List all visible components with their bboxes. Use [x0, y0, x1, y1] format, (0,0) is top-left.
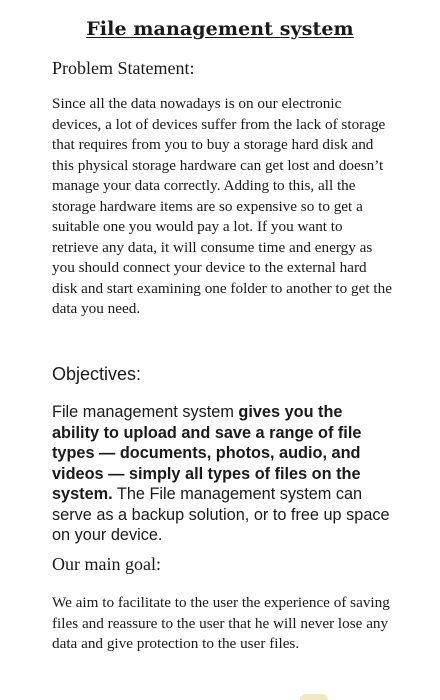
objectives-text-bold: gives you the ability to upload and save a range of file types — documents, photos, audio, and videos — simply all types of files on the system.	[52, 403, 362, 503]
main-goal-paragraph: We aim to facilitate to the user the experience of saving files and reassure to the user that he will never lose any data and give protection to the user files.	[52, 594, 390, 652]
page-smudge	[300, 694, 328, 700]
objectives-text-end: The File management system can serve as a backup solution, or to free up space on your device.	[52, 485, 390, 544]
objectives-heading: Objectives:	[52, 364, 142, 384]
main-goal-heading: Our main goal:	[52, 554, 161, 574]
problem-statement-paragraph: Since all the data nowadays is on our electronic devices, a lot of devices suffer from the lack of storage that requires from you to buy a storage hard disk and this physical storage hardware can get lost and doesn’t manage your data correctly. Adding to this, all the storage hardware items are so expensive so to get a suitable one you would pay a lot. If you want to retrieve any data, it will consume time and energy as you should connect your device to the external hard disk and start examining one folder to another to get the data you need.	[52, 95, 392, 317]
document-title: File management system	[86, 18, 354, 40]
objectives-paragraph	[52, 402, 392, 546]
objectives-text-start: File management system	[52, 403, 239, 421]
problem-statement-heading: Problem Statement:	[52, 58, 195, 78]
